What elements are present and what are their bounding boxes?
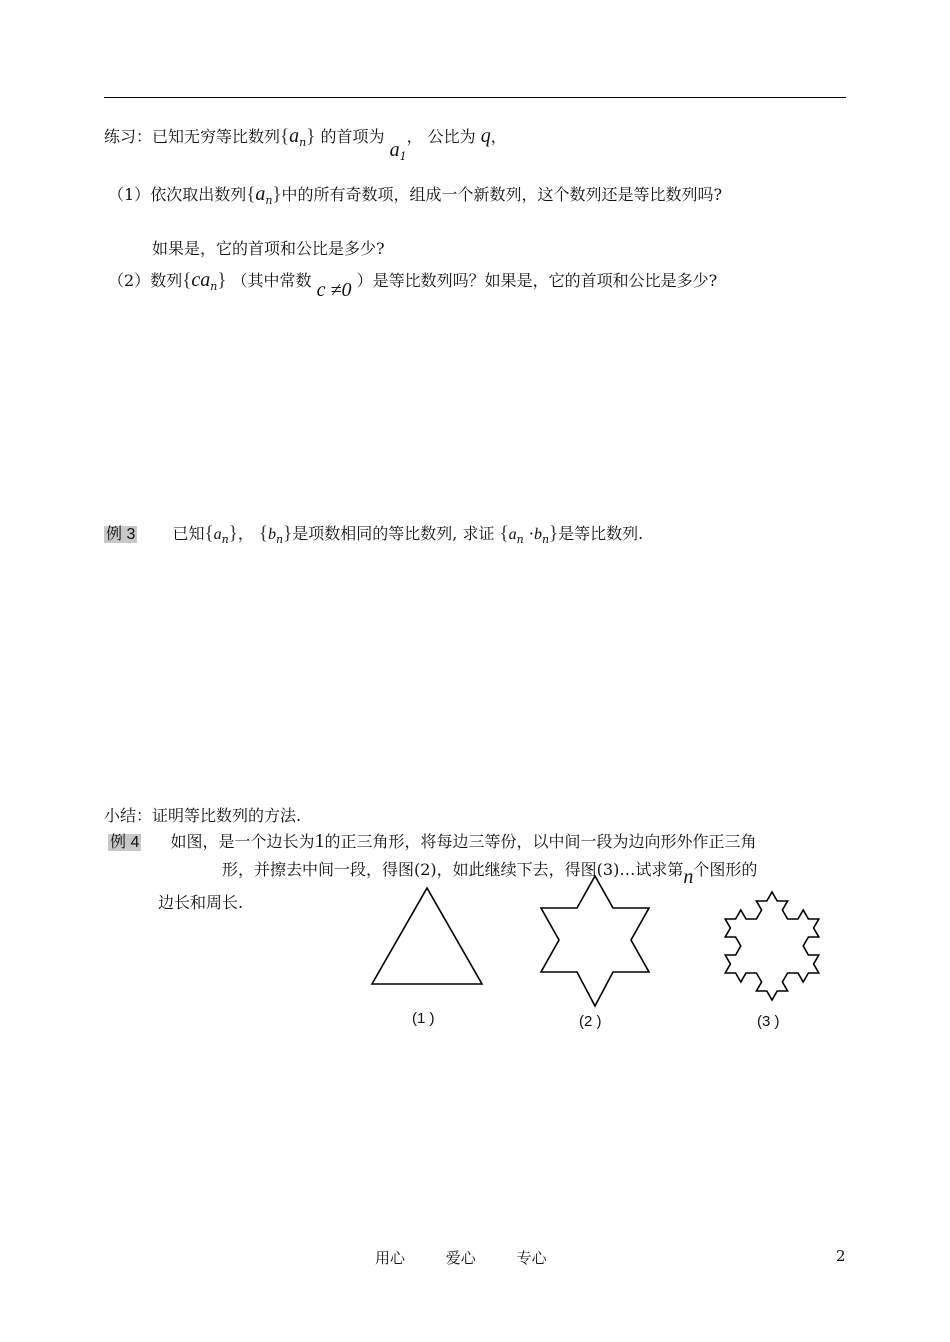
seq-var: ca [191,269,211,291]
figure-3-caption: (3 ) [757,1013,780,1030]
example-tag: 例 3 [106,526,136,543]
question-2: （2）数列$\{ca_n\}$ （其中常数 c ≠0 ）是等比数列吗？如果是，它的首项和公比是多少? [108,269,718,301]
seq-sub: n [299,136,307,149]
seq-var: b [533,526,542,543]
header-rule [104,97,846,98]
first-term-var: a [389,139,400,161]
seq-var: a [255,183,266,205]
example-text: 是项数相同的等比数列, 求证 [292,524,495,543]
seq-var: a [508,526,517,543]
example-3: 例 3 已知$\{a_n\}$， $\{b_n\}$是项数相同的等比数列, 求证 $\{a_n \cdot b_n\}$是等比数列. [106,523,644,546]
seq-var: a [289,125,300,147]
question-text: ）是等比数列吗？如果是，它的首项和公比是多少? [356,271,718,290]
question-number: （2） [108,271,151,290]
question-1-line2: 如果是，它的首项和公比是多少? [152,239,385,258]
example-text: 已知 [172,524,205,543]
comma: ， [490,127,507,146]
question-number: （1） [108,185,151,204]
question-text: （其中常数 [231,271,312,290]
comma: ， [406,127,423,146]
hexagram-figure [533,872,657,1012]
n-var: n [683,866,694,888]
example-text: 的正三角形，将每边三等份，以中间一段为边向形外作正三角 [324,832,757,851]
footer-word: 专心 [516,1249,547,1267]
exercise-mid: 的首项为 [320,127,385,146]
first-term-sub: 1 [399,150,407,163]
footer-word: 用心 [375,1249,406,1267]
example-text: 个图形的 [693,860,758,879]
condition-math: c ≠0 [316,279,352,301]
example-4-line3: 边长和周长. [158,893,244,912]
seq-sub: n [221,533,229,546]
seq-sub: n [210,280,218,293]
seq-sub: n [276,533,284,546]
ratio-var: q [480,125,491,147]
question-text: 依次取出数列 [150,185,247,204]
example-text: 形，并擦去中间一段，得图(2)，如此继续下去，得图(3)…试求第 [222,860,684,879]
figure-2-caption: (2 ) [579,1013,602,1030]
example-text: 如图，是一个边长为 [170,832,315,851]
footer-motto [375,1247,547,1268]
side-length: 1 [314,830,325,852]
separator: ， [237,524,254,543]
product-dot: · [528,524,534,543]
triangle-figure [368,884,488,988]
question-1: （1）依次取出数列$\{a_n\}$中的所有奇数项，组成一个新数列，这个数列还是等比数列吗? [108,183,723,207]
koch-snowflake-figure [708,876,836,1010]
question-text: 数列 [150,271,183,290]
example-4-line1 [108,829,756,853]
example-text: 是等比数列. [558,524,644,543]
example-tag: 例 4 [110,834,140,851]
figure-1-caption: (1 ) [412,1010,435,1027]
seq-var: a [213,526,222,543]
ratio-lead: 公比为 [427,127,476,146]
summary: 小结：证明等比数列的方法. [104,806,302,825]
seq-sub: n [265,194,273,207]
footer-word: 爱心 [445,1249,476,1267]
exercise-lead: 练习：已知无穷等比数列 [104,127,281,146]
seq-sub: n [541,533,550,546]
question-text: 中的所有奇数项，组成一个新数列，这个数列还是等比数列吗? [281,185,723,204]
seq-var: b [268,526,277,543]
seq-sub: n [516,533,524,546]
example-4-line2 [222,857,758,888]
page-number: 2 [836,1247,846,1265]
exercise-line: 练习：已知无穷等比数列$\{a_n\}$ 的首项为 $a_1$， 公比为 q， [104,125,507,163]
